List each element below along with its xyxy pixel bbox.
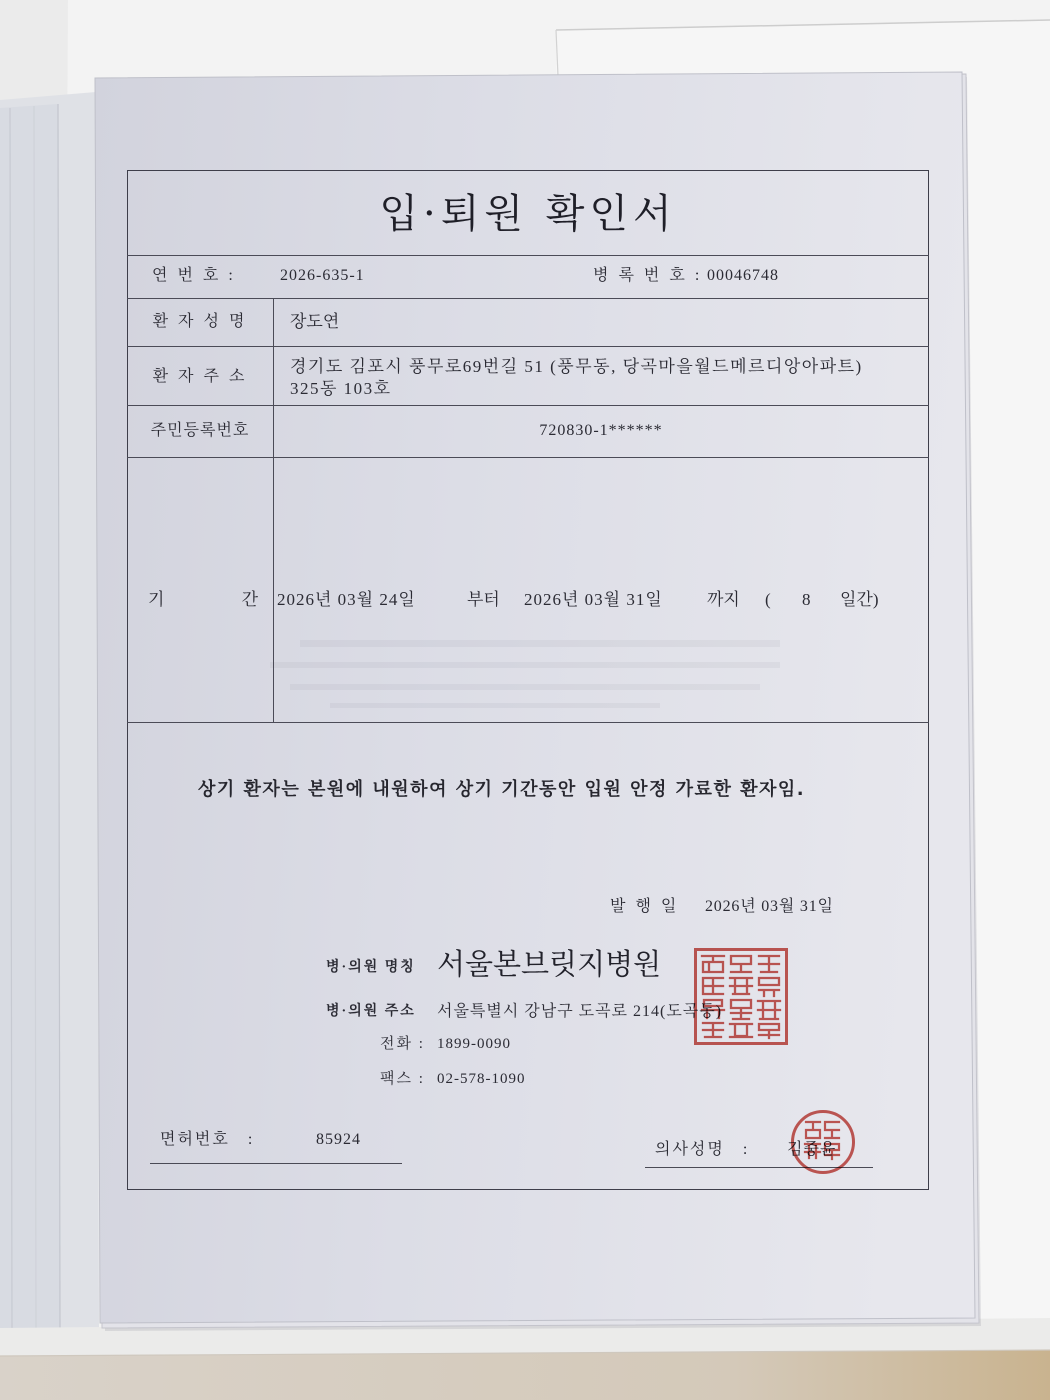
hospital-name-label: 병·의원 명칭 (326, 960, 416, 975)
hospital-name: 서울본브릿지병원 (437, 949, 662, 981)
confirmation-statement: 상기 환자는 본원에 내원하여 상기 기간동안 입원 안정 가료한 환자임. (198, 779, 806, 800)
issue-date: 2026년 03월 31일 (705, 898, 834, 915)
fax-number: 02-578-1090 (437, 1071, 526, 1087)
period-until-word: 까지 (707, 590, 740, 609)
hospital-address: 서울특별시 강남구 도곡로 214(도곡동) (437, 1003, 723, 1020)
phone-number: 1899-0090 (437, 1036, 511, 1052)
seal-ring (793, 1112, 854, 1173)
serial-value: 2026-635-1 (280, 267, 365, 284)
name-row-divider (127, 346, 929, 347)
period-end-date: 2026년 03월 31일 (524, 590, 663, 609)
period-open-paren: ( (765, 590, 771, 609)
rrn-value: 720830-1****** (539, 422, 663, 439)
address-line-2: 325동 103호 (290, 379, 392, 398)
period-from-word: 부터 (467, 590, 500, 609)
period-label: 기 간 (148, 590, 258, 609)
hospital-address-label: 병·의원 주소 (326, 1004, 416, 1019)
patient-name-label: 환 자 성 명 (152, 313, 248, 330)
rrn-row-divider (127, 457, 929, 458)
address-row-divider (127, 405, 929, 406)
license-number: 85924 (316, 1131, 361, 1148)
rrn-label: 주민등록번호 (150, 422, 250, 439)
seal-glyph-strokes (805, 1122, 839, 1159)
phone-label: 전화 : (380, 1036, 425, 1052)
serial-row-divider (127, 298, 929, 299)
record-label: 병 록 번 호 : (593, 267, 703, 284)
doctor-seal-stamp (789, 1108, 857, 1176)
serial-label: 연 번 호 : (152, 267, 236, 284)
doctor-name-label: 의사성명 : (655, 1141, 750, 1158)
label-column-divider (273, 298, 274, 722)
fax-label: 팩스 : (380, 1071, 425, 1087)
title-row-divider (127, 255, 929, 256)
patient-name: 장도연 (290, 312, 340, 331)
address-label: 환 자 주 소 (152, 368, 248, 385)
period-row-divider (127, 722, 929, 723)
document-title: 입·퇴원 확인서 (379, 191, 677, 237)
period-days: 8 (802, 590, 811, 609)
period-start-date: 2026년 03월 24일 (277, 590, 416, 609)
hospital-seal-stamp (693, 947, 789, 1046)
doctor-name: 김중윤 (787, 1141, 837, 1158)
issue-date-label: 발 행 일 (610, 898, 680, 915)
seal-glyph-strokes (702, 956, 780, 1038)
period-days-suffix: 일간) (840, 590, 879, 609)
license-underline (150, 1163, 402, 1164)
address-line-1: 경기도 김포시 풍무로69번길 51 (풍무동, 당곡마을월드메르디앙아파트) (290, 357, 863, 376)
license-label: 면허번호 : (160, 1131, 255, 1148)
record-value: 00046748 (707, 267, 779, 284)
